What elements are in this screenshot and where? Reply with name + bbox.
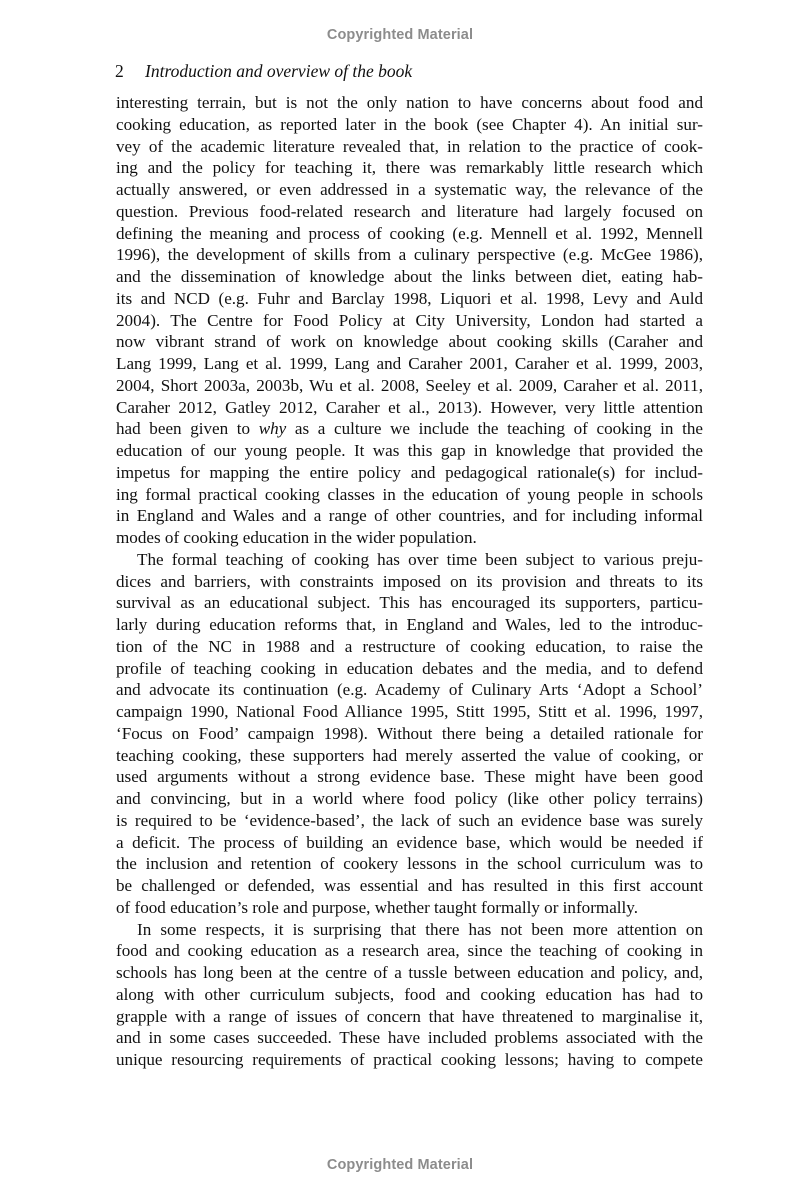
text-line: actually answered, or even addressed in a systematic way, the relevance of the [116, 180, 703, 199]
text-line: larly during education reforms that, in England and Wales, led to the introduc- [116, 615, 703, 634]
text-line: vey of the academic literature revealed that, in relation to the practice of cook- [116, 136, 703, 156]
text-line: 1996), the development of skills from a culinary perspective (e.g. McGee 1986), [116, 245, 703, 265]
text-line: of food education’s role and purpose, whether taught formally or informally. [116, 897, 639, 917]
text-line: campaign 1990, National Food Alliance 1995, Stitt 1995, Stitt et al. 1996, 1997, [116, 702, 703, 721]
text-line: defining the meaning and process of cooking (e.g. Mennell et al. 1992, Mennell [116, 223, 703, 243]
text-line: survival as an educational subject. This has encouraged its supporters, particu- [116, 593, 703, 613]
text-line: and convincing, but in a world where food policy (like other policy terrains) [116, 789, 703, 808]
text-line: food and cooking education as a research area, since the teaching of cooking in [116, 941, 703, 961]
copyright-watermark-top: Copyrighted Material [326, 27, 474, 43]
paragraph [116, 92, 703, 549]
text-line: profile of teaching cooking in education debates and the media, and to defend [116, 658, 703, 678]
text-line: In some respects, it is surprising that there has not been more attention on [137, 919, 703, 939]
paragraph [116, 549, 703, 919]
text-line: tion of the NC in 1988 and a restructure of cooking education, to raise the [116, 636, 703, 656]
text-line: 2004, Short 2003a, 2003b, Wu et al. 2008, Seeley et al. 2009, Caraher et al. 2011, [116, 375, 703, 395]
text-line: ing and the policy for teaching it, there was remarkably little research which [116, 158, 703, 178]
text-line: Caraher 2012, Gatley 2012, Caraher et al., 2013). However, very little attention [116, 397, 703, 417]
body-text [116, 92, 703, 1071]
text-line: along with other curriculum subjects, food and cooking education has had to [116, 984, 703, 1004]
text-line: its and NCD (e.g. Fuhr and Barclay 1998, Liquori et al. 1998, Levy and Auld [116, 288, 703, 308]
text-line: and advocate its continuation (e.g. Academy of Culinary Arts ‘Adopt a School’ [116, 680, 703, 700]
text-line: ing formal practical cooking classes in the education of young people in schools [116, 484, 703, 504]
text-line: grapple with a range of issues of concern that have threatened to marginalise it, [116, 1006, 703, 1026]
text-line: schools has long been at the centre of a tussle between education and policy, and, [116, 963, 703, 982]
text-line: had been given to why as a culture we include the teaching of cooking in the [116, 419, 703, 439]
text-line: in England and Wales and a range of other countries, and for including informal [116, 506, 703, 526]
text-line: the inclusion and retention of cookery lessons in the school curriculum was to [116, 854, 703, 874]
text-line: is required to be ‘evidence-based’, the lack of such an evidence base was surely [116, 810, 703, 830]
text-line: dices and barriers, with constraints imposed on its provision and threats to its [116, 571, 703, 591]
text-line: question. Previous food-related research and literature had largely focused on [116, 201, 703, 221]
emphasis: why [258, 419, 287, 439]
text-line: interesting terrain, but is not the only nation to have concerns about food and [116, 93, 703, 112]
text-line: The formal teaching of cooking has over time been subject to various preju- [137, 549, 703, 569]
text-line: education of our young people. It was this gap in knowledge that provided the [116, 441, 703, 460]
copyright-watermark-bottom: Copyrighted Material [326, 1157, 474, 1173]
text-line: and the dissemination of knowledge about the links between diet, eating hab- [116, 267, 703, 286]
running-head [115, 60, 705, 82]
text-line: teaching cooking, these supporters had merely asserted the value of cooking, or [116, 745, 703, 765]
text-line: Lang 1999, Lang et al. 1999, Lang and Caraher 2001, Caraher et al. 1999, 2003, [116, 354, 703, 373]
text-line: impetus for mapping the entire policy and pedagogical rationale(s) for includ- [116, 462, 703, 482]
text-line: modes of cooking education in the wider population. [116, 528, 477, 547]
text-line: be challenged or defended, was essential and has resulted in this first account [116, 876, 703, 895]
text-line: ‘Focus on Food’ campaign 1998). Without there being a detailed rationale for [116, 723, 703, 743]
text-line: a deficit. The process of building an evidence base, which would be needed if [116, 832, 703, 852]
page-number: 2 [115, 61, 124, 81]
text-line: 2004). The Centre for Food Policy at City University, London had started a [116, 310, 703, 330]
chapter-title: Introduction and overview of the book [145, 61, 413, 81]
text-line: now vibrant strand of work on knowledge about cooking skills (Caraher and [116, 332, 703, 352]
text-line: and in some cases succeeded. These have included problems associated with the [116, 1028, 703, 1048]
text-line: unique resourcing requirements of practical cooking lessons; having to compete [116, 1050, 703, 1069]
text-line: used arguments without a strong evidence base. These might have been good [116, 767, 703, 787]
paragraph [116, 919, 703, 1071]
text-line: cooking education, as reported later in the book (see Chapter 4). An initial sur- [116, 114, 703, 134]
